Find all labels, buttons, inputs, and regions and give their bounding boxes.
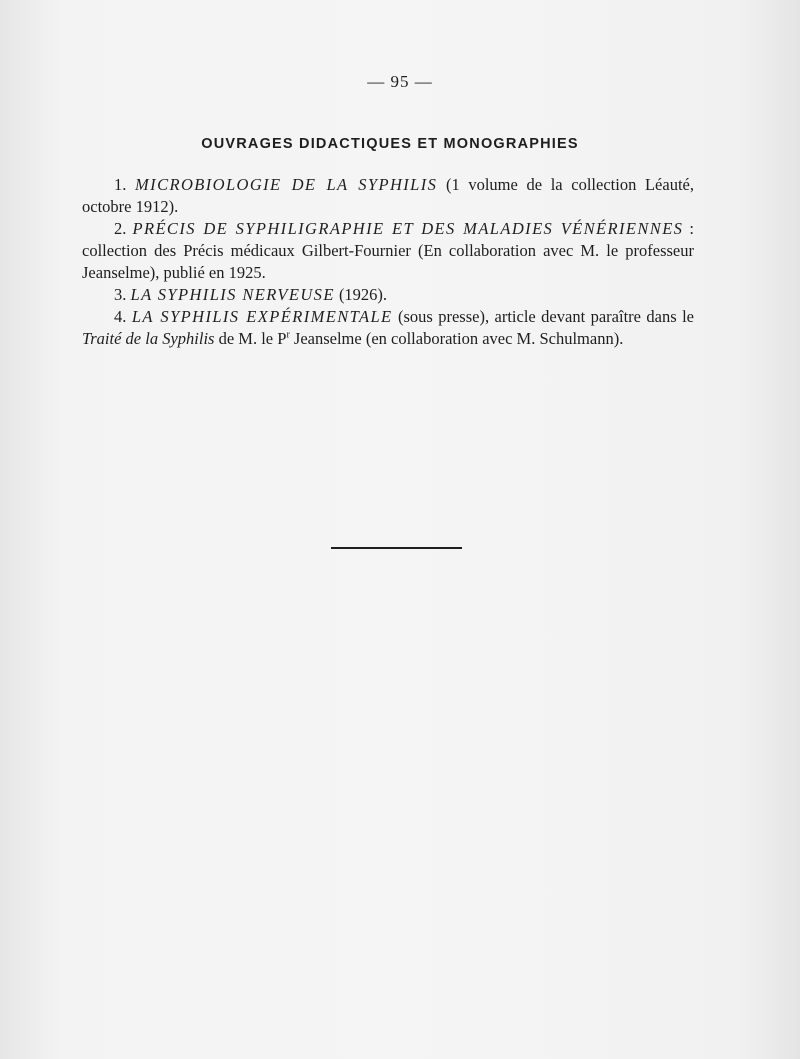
entry-title: MICROBIOLOGIE DE LA SYPHILIS	[135, 175, 438, 194]
closing-rule	[331, 547, 462, 549]
entry-cited-work: Traité de la Syphilis	[82, 329, 215, 348]
entry-text: (1926).	[334, 285, 388, 304]
entry-text: : collection des Précis médicaux Gilbert-Fournier (En collaboration avec M. le professeur Jeanselme), publié en 1925.	[82, 219, 695, 282]
entry-number: 2.	[114, 219, 127, 238]
entry-number: 4.	[114, 307, 127, 326]
bibliography-entry-3	[82, 284, 694, 306]
entry-text: (1 volume de la collection Léauté, octobre 1912).	[82, 175, 694, 216]
entry-number: 1.	[114, 175, 127, 194]
entry-number: 3.	[114, 285, 127, 304]
entry-superscript: r	[286, 329, 290, 341]
bibliography-entry-4	[82, 306, 694, 350]
entry-title: LA SYPHILIS NERVEUSE	[130, 285, 335, 304]
entry-text: de M. le P	[214, 329, 287, 348]
bibliography-entry-1	[82, 174, 694, 218]
entry-title: PRÉCIS DE SYPHILIGRAPHIE ET DES MALADIES VÉNÉRIENNES	[132, 219, 684, 238]
bibliography-entry-2	[82, 218, 694, 284]
entry-title: LA SYPHILIS EXPÉRIMENTALE	[131, 307, 393, 326]
entry-text: Jeanselme (en collaboration avec M. Schulmann).	[289, 329, 624, 348]
page-number: — 95 —	[367, 72, 433, 91]
bibliography-list	[82, 174, 694, 350]
entry-text: (sous presse), article devant paraître dans le	[392, 307, 695, 326]
section-title: OUVRAGES DIDACTIQUES ET MONOGRAPHIES	[201, 136, 579, 152]
